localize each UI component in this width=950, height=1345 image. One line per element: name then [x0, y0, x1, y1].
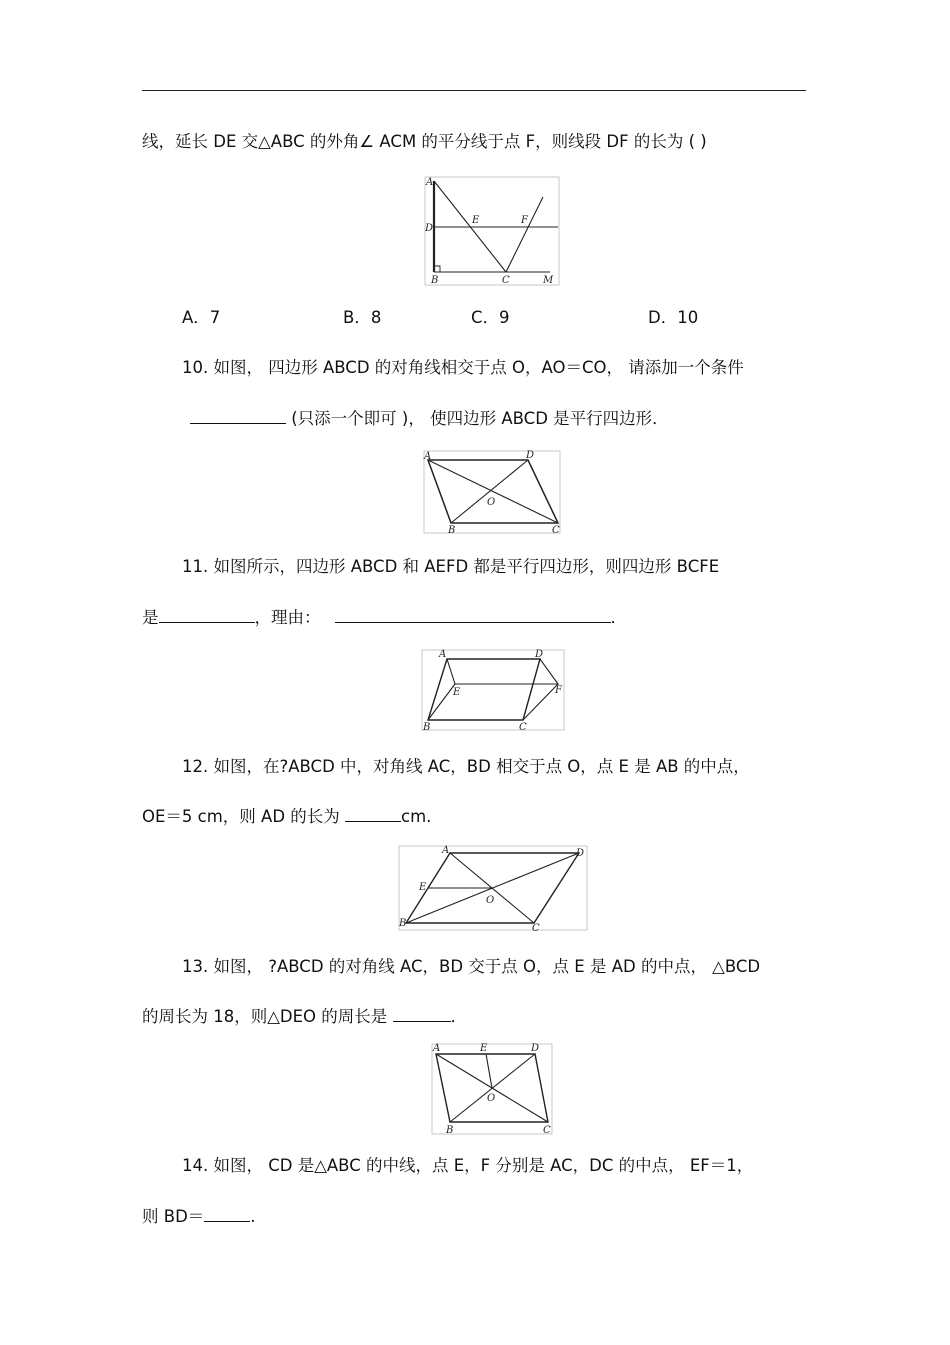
label-M: M	[543, 275, 554, 286]
q9-text-line: 线，延长 DE 交△ABC 的外角∠ ACM 的平分线于点 F，则线段 DF 的长为 ( )	[142, 132, 707, 151]
q12-text-line1: 12. 如图，在?ABCD 中，对角线 AC，BD 相交于点 O，点 E 是 AB 的中点，	[182, 757, 750, 776]
q9-figure-frame	[425, 177, 559, 285]
q13-text-line2: 的周长为 18，则△DEO 的周长是 ．	[142, 1007, 468, 1026]
label-O: O	[486, 895, 495, 906]
q13-answer-blank[interactable]	[393, 1005, 451, 1022]
q14-text-line1: 14. 如图， CD 是△ABC 的中线，点 E，F 分别是 AC，DC 的中点， EF＝1，	[182, 1156, 754, 1175]
label-D: D	[526, 450, 535, 461]
q11-figure	[421, 649, 565, 731]
label-F: F	[555, 685, 562, 696]
q14-answer-blank[interactable]	[204, 1205, 250, 1222]
diagonal-BD	[450, 1054, 535, 1122]
q10-text-line1: 10. 如图， 四边形 ABCD 的对角线相交于点 O，AO＝CO， 请添加一个条件	[182, 358, 744, 377]
label-A: A	[424, 451, 432, 462]
q12-figure	[398, 845, 588, 934]
q13-figure	[431, 1043, 553, 1135]
segment-BE	[428, 684, 455, 720]
label-A: A	[433, 1043, 441, 1054]
q9-option-c: C．9	[471, 308, 510, 327]
q12-answer-blank[interactable]	[345, 805, 401, 822]
label-A: A	[442, 845, 450, 856]
label-B: B	[423, 722, 431, 733]
label-F: F	[521, 215, 528, 226]
q11-text-line2: 是 ，理由： ．	[142, 608, 627, 627]
label-D: D	[531, 1043, 540, 1054]
q14-text-line2: 则 BD＝ .	[142, 1207, 256, 1226]
parallelogram-AEFD	[447, 659, 558, 684]
q10-figure	[423, 450, 561, 534]
q11-text-line1: 11. 如图所示，四边形 ABCD 和 AEFD 都是平行四边形，则四边形 BCFE	[182, 557, 720, 576]
label-A: A	[439, 649, 447, 660]
q9-option-d: D．10	[648, 308, 699, 327]
parallelogram-ABCD	[428, 659, 540, 720]
q10-text-line2: (只添一个即可 )， 使四边形 ABCD 是平行四边形．	[190, 407, 669, 430]
label-E: E	[480, 1043, 488, 1054]
label-E: E	[419, 882, 427, 893]
q9-option-a: A．7	[182, 308, 221, 327]
q11-answer-blank[interactable]	[159, 606, 255, 623]
label-C: C	[543, 1125, 551, 1136]
label-D: D	[425, 223, 434, 234]
label-B: B	[446, 1125, 454, 1136]
label-B: B	[431, 275, 439, 286]
diagonal-BD	[451, 460, 528, 523]
label-D: D	[576, 848, 585, 859]
label-O: O	[487, 1093, 496, 1104]
label-C: C	[502, 275, 510, 286]
q11-reason-blank[interactable]	[335, 606, 611, 623]
label-C: C	[552, 525, 560, 536]
label-C: C	[532, 923, 540, 934]
q13-text-line1: 13. 如图， ?ABCD 的对角线 AC，BD 交于点 O，点 E 是 AD 的中点， △BCD	[182, 957, 761, 976]
label-C: C	[519, 722, 527, 733]
q9-figure	[424, 176, 560, 286]
label-B: B	[448, 525, 456, 536]
label-E: E	[472, 215, 480, 226]
q9-option-b: B．8	[343, 308, 382, 327]
segment-EO	[486, 1054, 492, 1088]
header-rule	[142, 90, 806, 91]
label-D: D	[535, 649, 544, 660]
label-A: A	[426, 177, 434, 188]
label-B: B	[399, 918, 407, 929]
segment-CF	[506, 197, 543, 272]
label-O: O	[487, 497, 496, 508]
q12-text-line2: OE＝5 cm，则 AD 的长为 cm.	[142, 807, 432, 826]
q10-answer-blank[interactable]	[190, 407, 286, 424]
label-E: E	[453, 687, 461, 698]
